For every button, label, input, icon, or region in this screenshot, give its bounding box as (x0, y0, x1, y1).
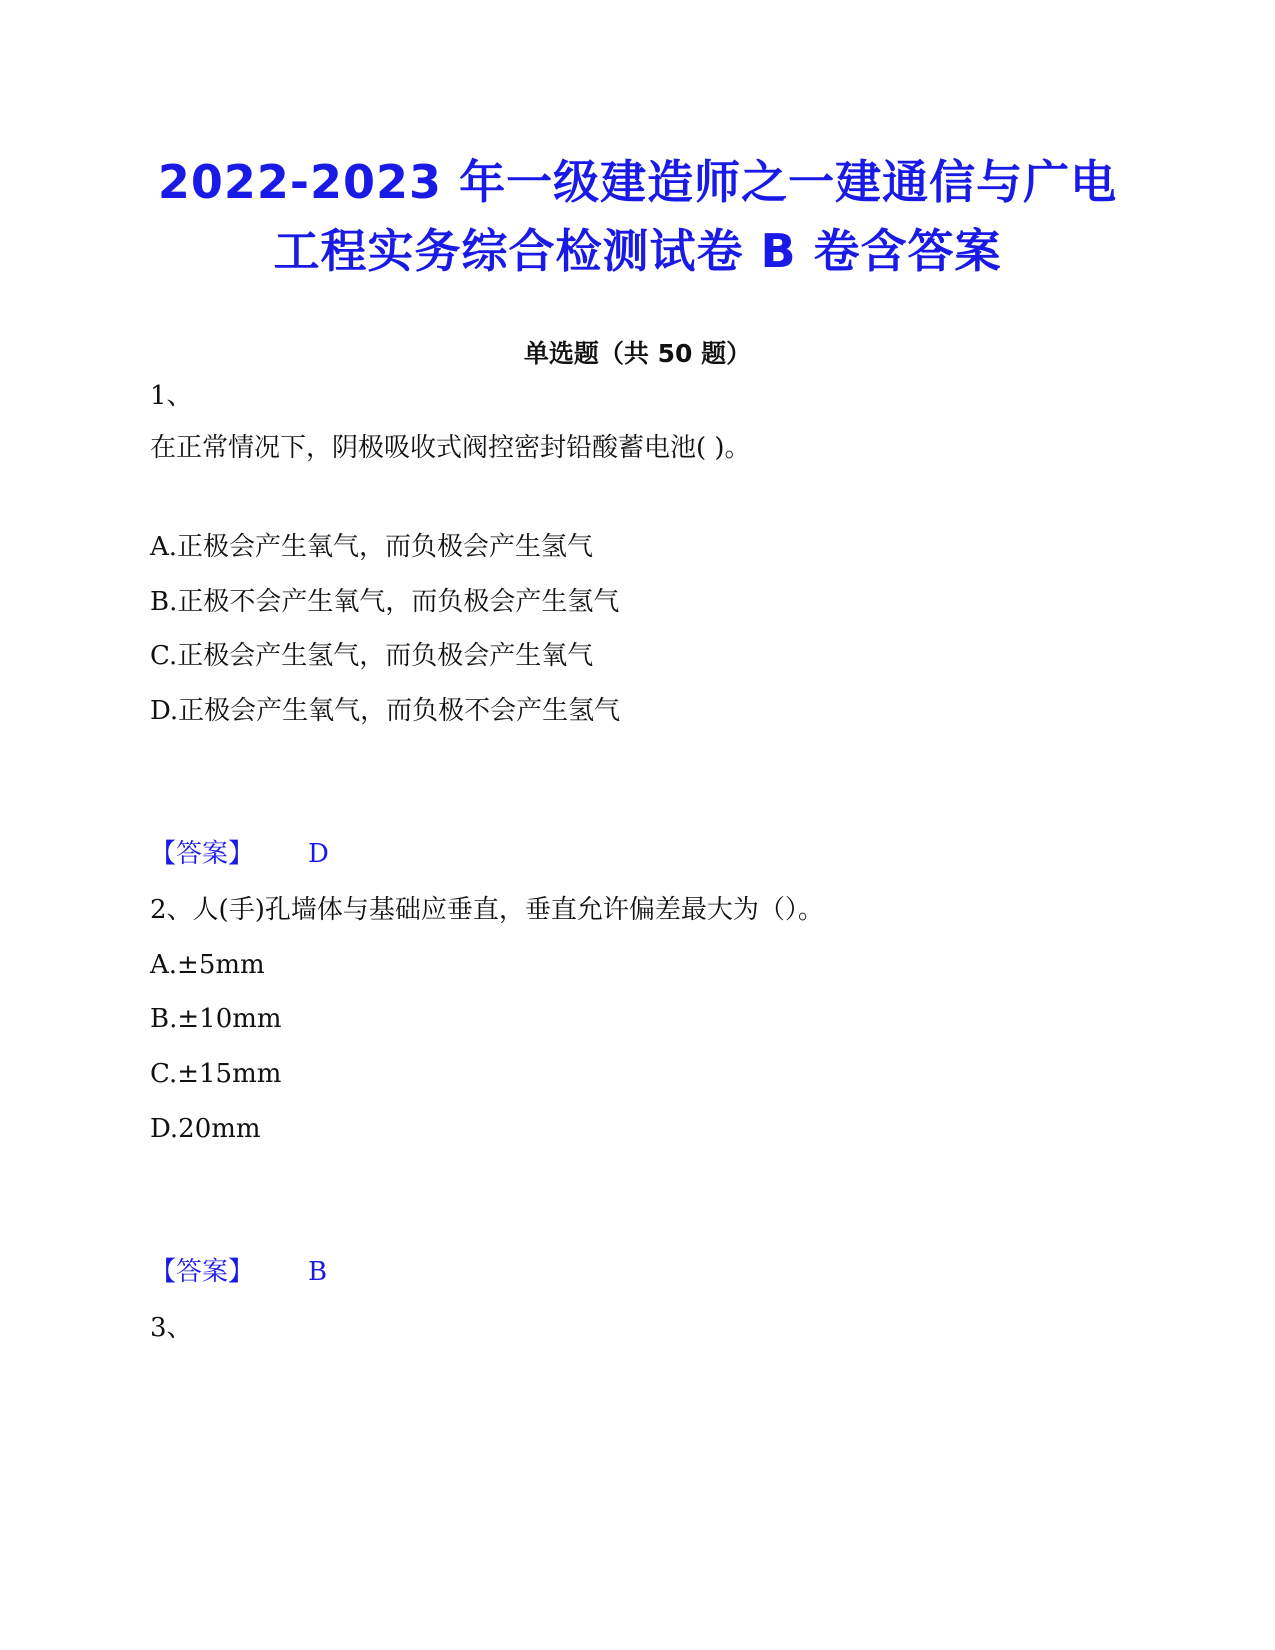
answer-label: 【答案】 (150, 839, 255, 869)
answer-value: D (308, 839, 329, 869)
question-1-option-d: D.正极会产生氧气，而负极不会产生氢气 (150, 696, 621, 726)
question-1-option-a: A.正极会产生氧气，而负极会产生氢气 (150, 532, 594, 562)
question-2-option-c: C.±15mm (150, 1059, 282, 1089)
question-1-stem: 在正常情况下，阴极吸收式阀控密封铅酸蓄电池( )。 (150, 433, 751, 463)
question-2-text: 人(手)孔墙体与基础应垂直，垂直允许偏差最大为（）。 (192, 895, 824, 925)
question-2-option-a: A.±5mm (150, 950, 265, 980)
question-1-number: 1、 (150, 381, 193, 411)
section-heading: 单选题（共 50 题） (523, 339, 752, 368)
question-2-option-b: B.±10mm (150, 1004, 282, 1034)
document-title-line-2: 工程实务综合检测试卷 B 卷含答案 (273, 224, 1002, 278)
question-2-stem (150, 892, 824, 928)
answer-value: B (308, 1257, 328, 1287)
question-3-number: 3、 (150, 1313, 193, 1343)
question-1-answer (150, 836, 329, 872)
question-1-option-b: B.正极不会产生氧气，而负极会产生氢气 (150, 587, 620, 617)
question-2-number: 2、 (150, 895, 193, 925)
document-title-line-1: 2022-2023 年一级建造师之一建通信与广电 (157, 155, 1118, 209)
question-2-answer (150, 1254, 328, 1290)
question-2-option-d: D.20mm (150, 1114, 261, 1144)
answer-label: 【答案】 (150, 1257, 255, 1287)
question-1-option-c: C.正极会产生氢气，而负极会产生氧气 (150, 641, 594, 671)
